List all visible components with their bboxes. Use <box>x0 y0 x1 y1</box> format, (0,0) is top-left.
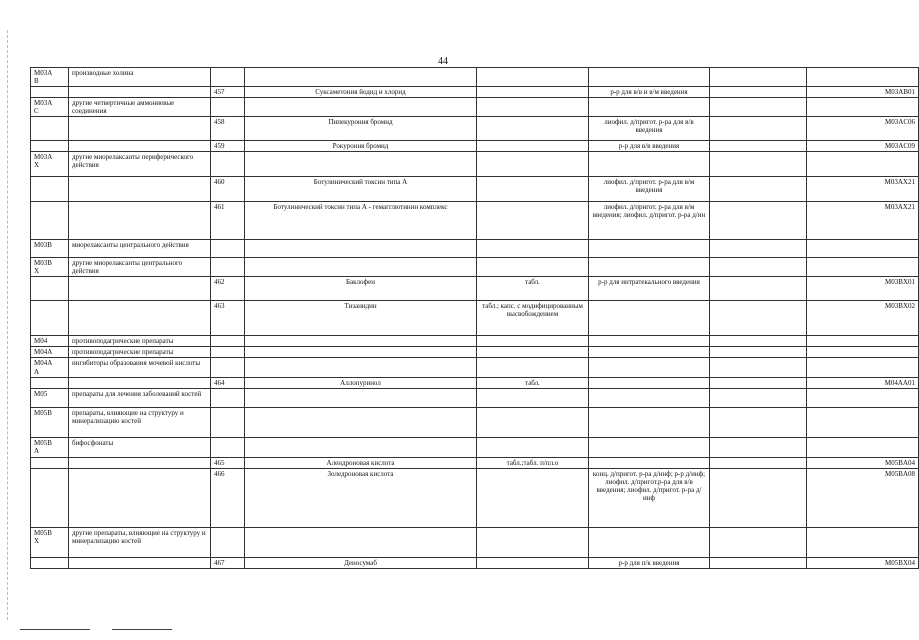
table-body <box>31 68 919 569</box>
item-number <box>211 407 245 437</box>
empty-cell <box>710 557 807 568</box>
item-number <box>211 240 245 258</box>
table-row <box>31 457 919 468</box>
item-number <box>211 527 245 557</box>
drug-name <box>245 240 477 258</box>
empty-cell <box>710 98 807 117</box>
empty-cell <box>710 141 807 152</box>
atc-group-code: M03A C <box>31 98 69 117</box>
dosage-form-extra <box>589 388 710 407</box>
drug-name <box>245 336 477 347</box>
atc-group-code: M04 <box>31 336 69 347</box>
atc-group-code <box>31 377 69 388</box>
drug-name: Деносумаб <box>245 557 477 568</box>
table-row <box>31 98 919 117</box>
table-row <box>31 336 919 347</box>
dosage-form <box>477 177 589 202</box>
atc-group-code <box>31 457 69 468</box>
table-row <box>31 557 919 568</box>
drug-name: Ботулинический токсин типа А <box>245 177 477 202</box>
item-number <box>211 336 245 347</box>
empty-cell <box>710 152 807 177</box>
empty-cell <box>710 240 807 258</box>
empty-cell <box>710 468 807 527</box>
empty-cell <box>710 277 807 301</box>
empty-cell <box>710 457 807 468</box>
atc-group-code: M05B X <box>31 527 69 557</box>
atc-code <box>807 527 919 557</box>
dosage-form <box>477 358 589 377</box>
dosage-form-extra <box>589 336 710 347</box>
drug-name: Баклофен <box>245 277 477 301</box>
item-number: 461 <box>211 202 245 240</box>
atc-code <box>807 240 919 258</box>
atc-group-code: M03B X <box>31 258 69 277</box>
table-row <box>31 177 919 202</box>
atc-code: M04AA01 <box>807 377 919 388</box>
drug-name <box>245 258 477 277</box>
group-name: другие миорелаксанты периферического действия <box>69 152 211 177</box>
drug-name <box>245 437 477 457</box>
group-name: другие препараты, влияющие на структуру и минерализацию костей <box>69 527 211 557</box>
dosage-form <box>477 437 589 457</box>
dosage-form-extra: лиофил. д/пригот. р-ра для в/м введения <box>589 177 710 202</box>
item-number <box>211 388 245 407</box>
dosage-form-extra <box>589 527 710 557</box>
dosage-form-extra: конц. д/пригот. р-ра д/инф; р-р д/инф; лиофил. д/пригот.р-ра для в/в введения; лиофил. д/пригот. р-ра д/инф <box>589 468 710 527</box>
empty-cell <box>710 68 807 87</box>
empty-cell <box>710 117 807 141</box>
group-name: ингибиторы образования мочевой кислоты <box>69 358 211 377</box>
dosage-form <box>477 468 589 527</box>
empty-cell <box>710 202 807 240</box>
group-name <box>69 87 211 98</box>
item-number: 467 <box>211 557 245 568</box>
dosage-form-extra <box>589 152 710 177</box>
table-row <box>31 377 919 388</box>
item-number <box>211 437 245 457</box>
footer-line <box>20 629 90 630</box>
atc-code: M03AC09 <box>807 141 919 152</box>
item-number <box>211 98 245 117</box>
dosage-form-extra: р-р для в/в введения <box>589 141 710 152</box>
drug-name <box>245 152 477 177</box>
dosage-form <box>477 347 589 358</box>
empty-cell <box>710 407 807 437</box>
group-name <box>69 177 211 202</box>
group-name: противоподагрические препараты <box>69 336 211 347</box>
atc-code <box>807 98 919 117</box>
item-number <box>211 347 245 358</box>
item-number <box>211 258 245 277</box>
atc-group-code <box>31 301 69 336</box>
group-name <box>69 377 211 388</box>
dosage-form <box>477 141 589 152</box>
table-row <box>31 202 919 240</box>
dosage-form-extra <box>589 347 710 358</box>
drug-name <box>245 98 477 117</box>
empty-cell <box>710 377 807 388</box>
dosage-form-extra <box>589 258 710 277</box>
drug-name <box>245 407 477 437</box>
page-number: 44 <box>438 56 448 67</box>
atc-group-code: M03A B <box>31 68 69 87</box>
dosage-form <box>477 336 589 347</box>
dosage-form <box>477 557 589 568</box>
dosage-form-extra <box>589 358 710 377</box>
item-number: 465 <box>211 457 245 468</box>
dosage-form-extra <box>589 240 710 258</box>
empty-cell <box>710 258 807 277</box>
dosage-form: табл. <box>477 377 589 388</box>
group-name: противоподагрические препараты <box>69 347 211 358</box>
atc-code <box>807 407 919 437</box>
atc-code: M05BA04 <box>807 457 919 468</box>
empty-cell <box>710 301 807 336</box>
atc-code <box>807 336 919 347</box>
dosage-form <box>477 258 589 277</box>
empty-cell <box>710 388 807 407</box>
atc-code: M03BX02 <box>807 301 919 336</box>
table-row <box>31 437 919 457</box>
item-number: 458 <box>211 117 245 141</box>
atc-code <box>807 388 919 407</box>
atc-code: M03BX01 <box>807 277 919 301</box>
atc-group-code <box>31 87 69 98</box>
item-number: 460 <box>211 177 245 202</box>
atc-group-code <box>31 117 69 141</box>
item-number: 463 <box>211 301 245 336</box>
table-row <box>31 468 919 527</box>
group-name <box>69 141 211 152</box>
item-number: 459 <box>211 141 245 152</box>
empty-cell <box>710 336 807 347</box>
empty-cell <box>710 358 807 377</box>
group-name: другие миорелаксанты центрального действия <box>69 258 211 277</box>
dosage-form-extra <box>589 407 710 437</box>
atc-group-code <box>31 468 69 527</box>
dosage-form-extra: р-р для в/в и в/м введения <box>589 87 710 98</box>
drug-name: Пипекурония бромид <box>245 117 477 141</box>
atc-code: M03AX21 <box>807 177 919 202</box>
atc-code: M03AX21 <box>807 202 919 240</box>
atc-group-code: M05B A <box>31 437 69 457</box>
dosage-form-extra: р-р для интратекального введения <box>589 277 710 301</box>
drug-name <box>245 388 477 407</box>
atc-group-code: M04A A <box>31 358 69 377</box>
atc-code: M03AC06 <box>807 117 919 141</box>
drug-name: Тизанидин <box>245 301 477 336</box>
group-name <box>69 468 211 527</box>
dosage-form-extra <box>589 457 710 468</box>
dosage-form <box>477 152 589 177</box>
group-name: препараты, влияющие на структуру и минерализацию костей <box>69 407 211 437</box>
dosage-form: табл.; капс. с модифицированным высвобождением <box>477 301 589 336</box>
drug-name: Аллопуринол <box>245 377 477 388</box>
atc-code <box>807 68 919 87</box>
drug-name: Ботулинический токсин типа А - гемагглютинин комплекс <box>245 202 477 240</box>
atc-code: M03AB01 <box>807 87 919 98</box>
atc-code <box>807 152 919 177</box>
dosage-form <box>477 240 589 258</box>
table-row <box>31 358 919 377</box>
dosage-form-extra <box>589 98 710 117</box>
atc-group-code: M03A X <box>31 152 69 177</box>
item-number: 462 <box>211 277 245 301</box>
item-number <box>211 68 245 87</box>
group-name <box>69 457 211 468</box>
drug-name: Алендроновая кислота <box>245 457 477 468</box>
dosage-form-extra: р-р для п/к введения <box>589 557 710 568</box>
group-name: другие четвертичные аммониевые соединения <box>69 98 211 117</box>
atc-code <box>807 358 919 377</box>
table-row <box>31 277 919 301</box>
drug-name <box>245 527 477 557</box>
atc-group-code: M03B <box>31 240 69 258</box>
group-name <box>69 557 211 568</box>
table-row <box>31 258 919 277</box>
empty-cell <box>710 87 807 98</box>
dosage-form <box>477 68 589 87</box>
atc-code: M05BA08 <box>807 468 919 527</box>
dosage-form-extra <box>589 377 710 388</box>
dosage-form <box>477 407 589 437</box>
item-number <box>211 152 245 177</box>
empty-cell <box>710 177 807 202</box>
group-name <box>69 117 211 141</box>
table-row <box>31 240 919 258</box>
atc-group-code <box>31 141 69 152</box>
group-name: миорелаксанты центрального действия <box>69 240 211 258</box>
drug-registry-table <box>30 67 919 569</box>
group-name <box>69 202 211 240</box>
table-row <box>31 68 919 87</box>
atc-code: M05BX04 <box>807 557 919 568</box>
drug-name <box>245 358 477 377</box>
dosage-form-extra <box>589 301 710 336</box>
margin-line <box>7 30 8 620</box>
table-row <box>31 407 919 437</box>
atc-group-code <box>31 277 69 301</box>
group-name: производные холина <box>69 68 211 87</box>
item-number: 466 <box>211 468 245 527</box>
empty-cell <box>710 347 807 358</box>
drug-name <box>245 68 477 87</box>
dosage-form: табл. <box>477 277 589 301</box>
dosage-form <box>477 117 589 141</box>
atc-group-code <box>31 177 69 202</box>
atc-group-code: M05 <box>31 388 69 407</box>
atc-code <box>807 258 919 277</box>
atc-group-code: M05B <box>31 407 69 437</box>
drug-name: Золедроновая кислота <box>245 468 477 527</box>
group-name <box>69 301 211 336</box>
dosage-form <box>477 388 589 407</box>
atc-group-code <box>31 202 69 240</box>
atc-code <box>807 437 919 457</box>
dosage-form-extra <box>589 437 710 457</box>
table-row <box>31 347 919 358</box>
dosage-form-extra: лиофил. д/пригот. р-ра для в/в введения <box>589 117 710 141</box>
atc-group-code: M04A <box>31 347 69 358</box>
empty-cell <box>710 437 807 457</box>
item-number: 457 <box>211 87 245 98</box>
table-row <box>31 117 919 141</box>
item-number <box>211 358 245 377</box>
dosage-form <box>477 202 589 240</box>
group-name <box>69 277 211 301</box>
table-row <box>31 527 919 557</box>
footer-line <box>112 629 172 630</box>
group-name: бифосфонаты <box>69 437 211 457</box>
dosage-form <box>477 98 589 117</box>
table-row <box>31 388 919 407</box>
table-row <box>31 87 919 98</box>
table-row <box>31 152 919 177</box>
table-row <box>31 301 919 336</box>
atc-code <box>807 347 919 358</box>
group-name: препараты для лечения заболеваний костей <box>69 388 211 407</box>
item-number: 464 <box>211 377 245 388</box>
table-row <box>31 141 919 152</box>
dosage-form: табл.;табл. п/пл.о <box>477 457 589 468</box>
drug-name: Суксаметония йодид и хлорид <box>245 87 477 98</box>
dosage-form-extra <box>589 68 710 87</box>
drug-name <box>245 347 477 358</box>
drug-name: Рокурония бромид <box>245 141 477 152</box>
dosage-form-extra: лиофил. д/пригот. р-ра для в/м введения; лиофил. д/пригот. р-ра д/ин <box>589 202 710 240</box>
atc-group-code <box>31 557 69 568</box>
dosage-form <box>477 87 589 98</box>
empty-cell <box>710 527 807 557</box>
dosage-form <box>477 527 589 557</box>
